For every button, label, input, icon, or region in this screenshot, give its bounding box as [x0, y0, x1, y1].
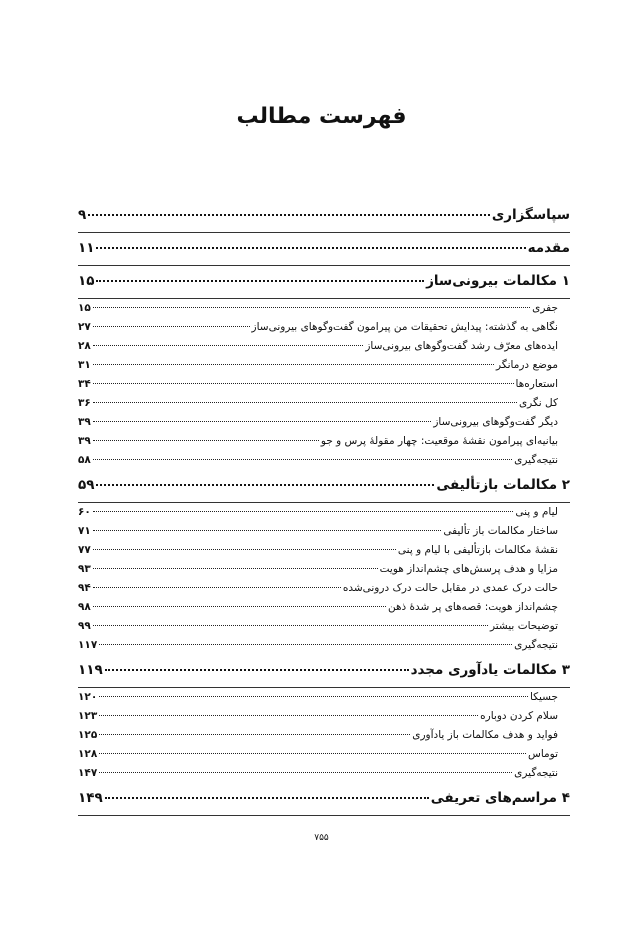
toc-section [78, 200, 570, 231]
toc-entry-label: نتیجه‌گیری [514, 767, 558, 779]
dot-leader [105, 669, 409, 671]
toc-entry [78, 451, 570, 470]
toc-entry-page: ۱۲۸ [78, 748, 98, 760]
toc-entry-page: ۱۵ [78, 302, 91, 314]
toc-entry [78, 636, 570, 655]
dot-leader [93, 440, 319, 441]
toc-entry-label: دیگر گفت‌وگوهای بیرونی‌ساز [433, 416, 558, 428]
toc-entry-page: ۳۹ [78, 416, 91, 428]
toc-entry-label: نتیجه‌گیری [514, 454, 558, 466]
toc-section-label: سپاسگزاری [491, 207, 570, 223]
dot-leader [93, 625, 488, 626]
dot-leader [93, 326, 250, 327]
toc-entry [78, 541, 570, 560]
toc-entry-label: بیانیه‌ای پیرامون نقشهٔ موقعیت: چهار مقولهٔ پرس و جو [320, 435, 558, 447]
toc-entry-page: ۹۳ [78, 563, 91, 575]
toc-entry-label: جسیکا [529, 691, 558, 703]
section-rule [78, 815, 570, 816]
toc-entry [78, 503, 570, 522]
toc-entry [78, 299, 570, 318]
toc-entry [78, 394, 570, 413]
dot-leader [99, 734, 410, 735]
toc-section [78, 470, 570, 501]
toc-entry-page: ۱۲۰ [78, 691, 98, 703]
toc-entry [78, 413, 570, 432]
toc-entry [78, 560, 570, 579]
toc-entry [78, 318, 570, 337]
toc-entry [78, 432, 570, 451]
toc-entry-page: ۳۹ [78, 435, 91, 447]
toc-section-label: ۲ مکالمات بازتألیفی [436, 477, 570, 493]
toc-entry-page: ۹۹ [78, 620, 91, 632]
toc-entry-label: فواید و هدف مکالمات باز یادآوری [412, 729, 558, 741]
toc-entry-label: حالت درک عمدی در مقابل حالت درک درونی‌شده [342, 582, 558, 594]
toc-entry-page: ۶۰ [78, 506, 91, 518]
toc-entry-page: ۳۴ [78, 378, 91, 390]
toc-entry-page: ۳۱ [78, 359, 91, 371]
dot-leader [93, 587, 341, 588]
toc-entry [78, 522, 570, 541]
toc-entry-page: ۷۷ [78, 544, 91, 556]
dot-leader [93, 549, 396, 550]
toc-section [78, 655, 570, 686]
toc-entry-label: لیام و پنی [515, 506, 558, 518]
toc-entry-page: ۵۸ [78, 454, 91, 466]
toc-section-page: ۵۹ [78, 477, 95, 493]
dot-leader [88, 214, 490, 216]
toc-entry-label: مزایا و هدف پرسش‌های چشم‌انداز هویت [379, 563, 558, 575]
dot-leader [93, 364, 494, 365]
toc-entry-page: ۷۱ [78, 525, 91, 537]
dot-leader [93, 568, 378, 569]
dot-leader [99, 715, 478, 716]
toc-section-label: ۴ مراسم‌های تعریفی [430, 790, 570, 806]
toc-entry-page: ۱۴۷ [78, 767, 98, 779]
toc-entry-page: ۱۲۵ [78, 729, 98, 741]
toc-section [78, 233, 570, 264]
toc-entry [78, 356, 570, 375]
dot-leader [93, 421, 432, 422]
toc-entry [78, 579, 570, 598]
dot-leader [93, 459, 512, 460]
dot-leader [93, 345, 364, 346]
toc-entry-label: نگاهی به گذشته: پیدایش تحقیقات من پیرامون گفت‌وگوهای بیرونی‌ساز [251, 321, 558, 333]
toc-entry [78, 726, 570, 745]
dot-leader [93, 307, 530, 308]
toc-section [78, 266, 570, 297]
toc-entry-label: توماس [528, 748, 558, 760]
toc-entry [78, 764, 570, 783]
table-of-contents [78, 200, 570, 816]
toc-entry-label: کل نگری [518, 397, 558, 409]
toc-entry [78, 745, 570, 764]
dot-leader [96, 247, 525, 249]
toc-section-page: ۱۵ [78, 273, 95, 289]
toc-entry-page: ۹۴ [78, 582, 91, 594]
page-number: ۷۵۵ [314, 833, 329, 843]
dot-leader [99, 696, 528, 697]
toc-entry-label: موضع درمانگر [496, 359, 558, 371]
toc-entry-page: ۲۷ [78, 321, 91, 333]
dot-leader [93, 402, 517, 403]
dot-leader [93, 530, 442, 531]
dot-leader [96, 484, 434, 486]
toc-entry-label: ایده‌های معرّف رشد گفت‌وگوهای بیرونی‌ساز [365, 340, 558, 352]
toc-entry [78, 375, 570, 394]
dot-leader [99, 644, 512, 645]
toc-section-label: ۳ مکالمات یادآوری مجدد [410, 662, 570, 678]
toc-section [78, 783, 570, 814]
toc-entry-page: ۹۸ [78, 601, 91, 613]
toc-entry-label: سلام کردن دوباره [480, 710, 558, 722]
toc-entry [78, 688, 570, 707]
toc-entry-label: توضیحات بیشتر [489, 620, 558, 632]
toc-entry [78, 617, 570, 636]
dot-leader [93, 606, 386, 607]
dot-leader [99, 772, 512, 773]
toc-entry [78, 598, 570, 617]
toc-entry-page: ۱۲۳ [78, 710, 98, 722]
toc-section-label: مقدمه [527, 240, 570, 256]
toc-entry-label: چشم‌انداز هویت: قصه‌های پر شدهٔ ذهن [387, 601, 558, 613]
dot-leader [96, 280, 424, 282]
toc-section-page: ۱۴۹ [78, 790, 103, 806]
dot-leader [93, 511, 514, 512]
toc-entry-page: ۱۱۷ [78, 639, 98, 651]
toc-entry-label: جفری [532, 302, 558, 314]
dot-leader [99, 753, 526, 754]
toc-entry [78, 337, 570, 356]
toc-section-label: ۱ مکالمات بیرونی‌ساز [426, 273, 570, 289]
dot-leader [93, 383, 514, 384]
toc-entry-label: استعاره‌ها [515, 378, 558, 390]
toc-section-page: ۹ [78, 207, 87, 223]
toc-entry-page: ۲۸ [78, 340, 91, 352]
toc-entry-label: نتیجه‌گیری [514, 639, 558, 651]
toc-entry-label: نقشهٔ مکالمات بازتألیفی با لیام و پنی [397, 544, 558, 556]
dot-leader [105, 797, 429, 799]
toc-entry [78, 707, 570, 726]
page-title: فهرست مطالب [236, 104, 407, 129]
toc-section-page: ۱۱ [78, 240, 95, 256]
toc-entry-label: ساختار مکالمات باز تألیفی [443, 525, 558, 537]
toc-entry-page: ۳۶ [78, 397, 91, 409]
toc-section-page: ۱۱۹ [78, 662, 103, 678]
